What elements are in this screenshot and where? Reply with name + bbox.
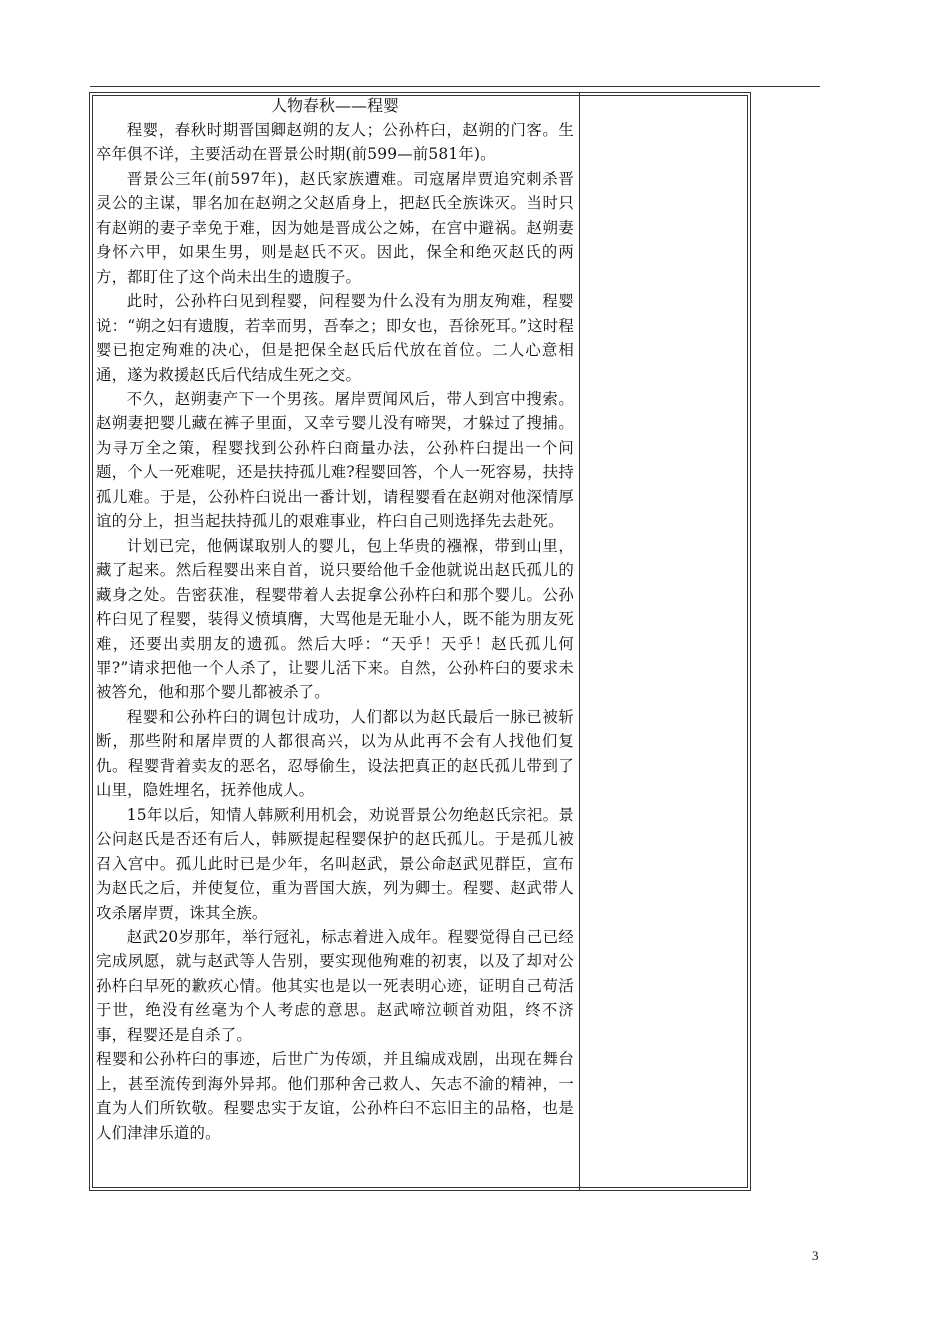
article-cell — [96, 94, 574, 1145]
paragraph-2: 晋景公三年(前597年)，赵氏家族遭难。司寇屠岸贾追究刺杀晋灵公的主谋，罪名加在赵朔之父赵盾身上，把赵氏全族诛灭。当时只有赵朔的妻子幸免于难，因为她是晋成公之姊，在宫中避祸。赵朔妻身怀六甲，如果生男，则是赵氏不灭。因此，保全和绝灭赵氏的两方，都盯住了这个尚未出生的遗腹子。 — [96, 169, 574, 286]
paragraph-8: 赵武20岁那年，举行冠礼，标志着进入成年。程婴觉得自己已经完成夙愿，就与赵武等人告别，要实现他殉难的初衷，以及了却对公孙杵臼早死的歉疚心情。他其实也是以一死表明心迹，证明自己苟活于世，绝没有丝毫为个人考虑的意思。赵武啼泣顿首劝阻，终不济事，程婴还是自杀了。 — [96, 927, 574, 1044]
paragraph-4: 不久，赵朔妻产下一个男孩。屠岸贾闻风后，带人到宫中搜索。赵朔妻把婴儿藏在裤子里面，又幸亏婴儿没有啼哭，才躲过了搜捕。为寻万全之策，程婴找到公孙杵臼商量办法，公孙杵臼提出一个问题，个人一死难呢，还是扶持孤儿难?程婴回答，个人一死容易，扶持孤儿难。于是，公孙杵臼说出一番计划，请程婴看在赵朔对他深情厚谊的分上，担当起扶持孤儿的艰难事业，杵臼自己则选择先去赴死。 — [96, 389, 574, 531]
page-number: 3 — [812, 1248, 819, 1263]
paragraph-1: 程婴，春秋时期晋国卿赵朔的友人；公孙杵臼，赵朔的门客。生卒年俱不详，主要活动在晋景公时期(前599—前581年)。 — [96, 121, 574, 164]
header-rule — [90, 86, 820, 87]
column-divider — [579, 93, 580, 1190]
notes-cell — [582, 95, 748, 1188]
article-title: 人物春秋——程婴 — [270, 96, 399, 115]
content-table — [89, 92, 751, 1191]
paragraph-5: 计划已完，他俩谋取别人的婴儿，包上华贵的襁褓，带到山里，藏了起来。然后程婴出来自首，说只要给他千金他就说出赵氏孤儿的藏身之处。告密获准，程婴带着人去捉拿公孙杵臼和那个婴儿。公孙杵臼见了程婴，装得义愤填膺，大骂他是无耻小人，既不能为朋友死难，还要出卖朋友的遗孤。然后大呼：“天乎！天乎！赵氏孤儿何罪?”请求把他一个人杀了，让婴儿活下来。自然，公孙杵臼的要求未被答允，他和那个婴儿都被杀了。 — [96, 536, 574, 702]
paragraph-3: 此时，公孙杵臼见到程婴，问程婴为什么没有为朋友殉难，程婴说：“朔之妇有遗腹，若幸而男，吾奉之；即女也，吾徐死耳。”这时程婴已抱定殉难的决心，但是把保全赵氏后代放在首位。二人心意相通，遂为救援赵氏后代结成生死之交。 — [96, 292, 574, 384]
closing-paragraph: 程婴和公孙杵臼的事迹，后世广为传颂，并且编成戏剧，出现在舞台上，甚至流传到海外异邦。他们那种舍己救人、矢志不渝的精神，一直为人们所钦敬。程婴忠实于友谊，公孙杵臼不忘旧主的品格，也是人们津津乐道的。 — [96, 1050, 574, 1142]
paragraph-6: 程婴和公孙杵臼的调包计成功，人们都以为赵氏最后一脉已被斩断，那些附和屠岸贾的人都很高兴，以为从此再不会有人找他们复仇。程婴背着卖友的恶名，忍辱偷生，设法把真正的赵氏孤儿带到了山里，隐姓埋名，抚养他成人。 — [96, 707, 574, 800]
paragraph-7: 15年以后，知情人韩厥利用机会，劝说晋景公勿绝赵氏宗祀。景公问赵氏是否还有后人，韩厥提起程婴保护的赵氏孤儿。于是孤儿被召入宫中。孤儿此时已是少年，名叫赵武，景公命赵武见群臣，宣布为赵氏之后，并使复位，重为晋国大族，列为卿士。程婴、赵武带人攻杀屠岸贾，诛其全族。 — [96, 805, 574, 922]
